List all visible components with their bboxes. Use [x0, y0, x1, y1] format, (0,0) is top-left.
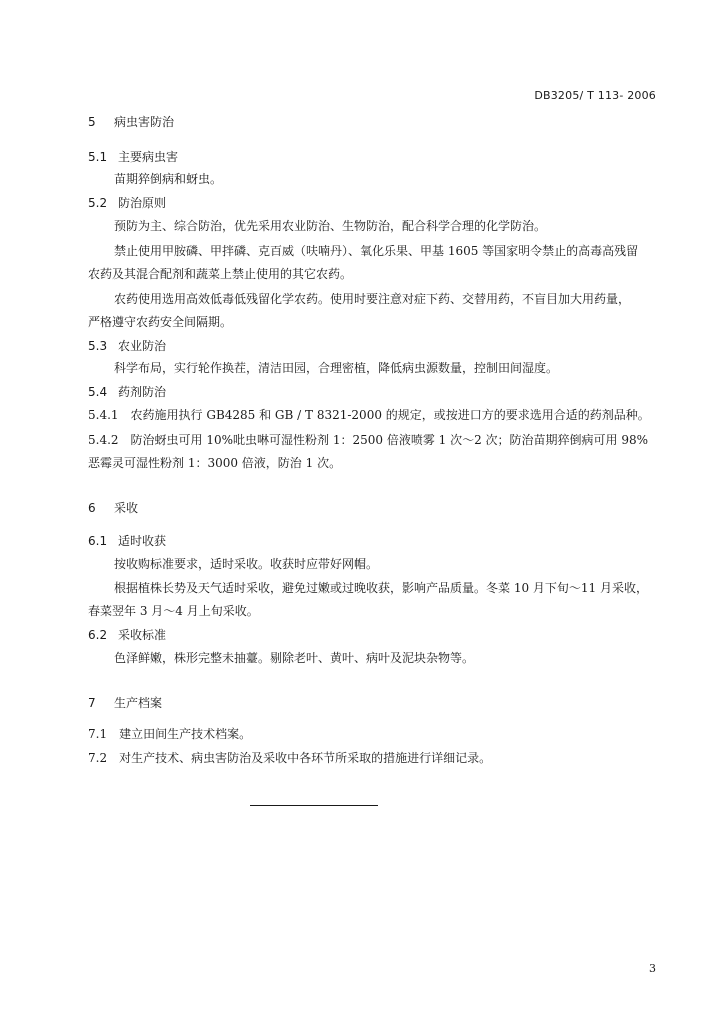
paragraph: 预防为主、综合防治，优先采用农业防治、生物防治，配合科学合理的化学防治。 [114, 219, 547, 233]
subsection-title: 防治原则 [118, 196, 167, 210]
subsection-number: 5.4 [88, 385, 108, 399]
subsection-number: 5.1 [88, 150, 108, 164]
section-number: 7 [88, 696, 96, 710]
clause-5-4-1 [88, 407, 650, 423]
clause-text: 建立田间生产技术档案。 [119, 727, 252, 741]
section-7-heading [88, 695, 162, 711]
clause-text: 防治蚜虫可用 10%吡虫啉可湿性粉剂 1：2500 倍液喷雾 1 次～2 次；防治苗期猝倒病可用 98% [130, 433, 649, 447]
subsection-title: 药剂防治 [118, 385, 167, 399]
clause-text: 对生产技术、病虫害防治及采收中各环节所采取的措施进行详细记录。 [119, 751, 492, 765]
paragraph: 按收购标准要求，适时采收。收获时应带好网帽。 [114, 557, 379, 571]
clause-7-1 [88, 726, 251, 742]
clause-5-4-2 [88, 432, 648, 448]
subsection-5-1-heading [88, 149, 178, 165]
clause-number: 5.4.1 [88, 408, 119, 422]
page-number: 3 [649, 962, 656, 975]
subsection-number: 6.2 [88, 628, 108, 642]
clause-number: 7.2 [88, 751, 108, 765]
section-5-heading [88, 114, 174, 130]
paragraph-continuation: 农药及其混合配剂和蔬菜上禁止使用的其它农药。 [88, 267, 353, 281]
paragraph: 科学布局，实行轮作换茬，清洁田园，合理密植，降低病虫源数量，控制田间湿度。 [114, 361, 559, 375]
subsection-number: 5.3 [88, 339, 108, 353]
subsection-title: 采收标准 [118, 628, 167, 642]
clause-number: 7.1 [88, 727, 108, 741]
end-rule [250, 805, 378, 806]
section-title: 生产档案 [114, 696, 163, 710]
subsection-6-1-heading [88, 533, 166, 549]
section-6-heading [88, 500, 138, 516]
subsection-5-3-heading [88, 338, 166, 354]
clause-7-2 [88, 750, 491, 766]
subsection-5-2-heading [88, 195, 166, 211]
subsection-title: 农业防治 [118, 339, 167, 353]
clause-continuation: 恶霉灵可湿性粉剂 1：3000 倍液，防治 1 次。 [88, 456, 342, 470]
paragraph: 农药使用选用高效低毒低残留化学农药。使用时要注意对症下药、交替用药，不盲目加大用药量， [114, 292, 631, 306]
section-number: 5 [88, 115, 96, 129]
section-number: 6 [88, 501, 96, 515]
subsection-number: 6.1 [88, 534, 108, 548]
section-title: 采收 [114, 501, 139, 515]
subsection-6-2-heading [88, 627, 166, 643]
paragraph-continuation: 严格遵守农药安全间隔期。 [88, 315, 233, 329]
clause-number: 5.4.2 [88, 433, 119, 447]
paragraph-continuation: 春菜翌年 3 月～4 月上旬采收。 [88, 604, 259, 618]
subsection-title: 主要病虫害 [118, 150, 179, 164]
subsection-title: 适时收获 [118, 534, 167, 548]
paragraph: 苗期猝倒病和蚜虫。 [114, 172, 223, 186]
paragraph: 根据植株长势及天气适时采收，避免过嫩或过晚收获，影响产品质量。冬菜 10 月下旬～11 月采收， [114, 581, 648, 595]
paragraph: 禁止使用甲胺磷、甲拌磷、克百威（呋喃丹）、氧化乐果、甲基 1605 等国家明令禁止的高毒高残留 [114, 244, 639, 258]
section-title: 病虫害防治 [114, 115, 175, 129]
subsection-number: 5.2 [88, 196, 108, 210]
subsection-5-4-heading [88, 384, 166, 400]
paragraph: 色泽鲜嫩，株形完整未抽薹。剔除老叶、黄叶、病叶及泥块杂物等。 [114, 651, 475, 665]
standard-code: DB3205/ T 113- 2006 [534, 89, 656, 102]
clause-text: 农药施用执行 GB4285 和 GB / T 8321-2000 的规定，或按进口方的要求选用合适的药剂品种。 [130, 408, 650, 422]
